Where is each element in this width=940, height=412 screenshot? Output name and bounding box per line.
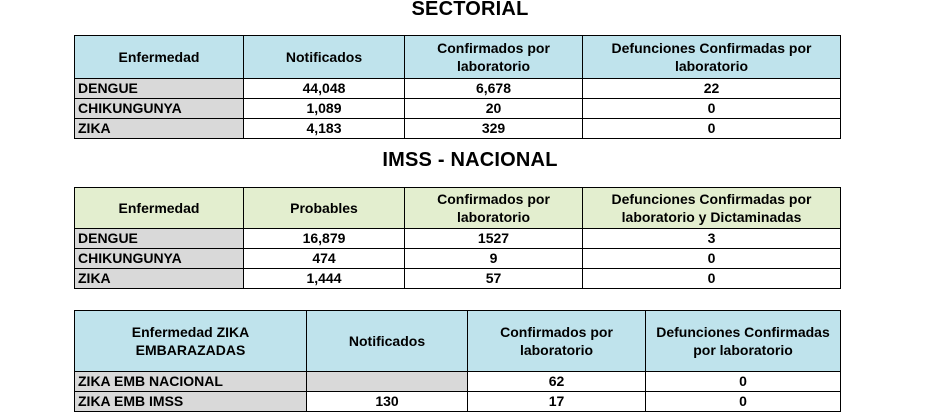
row-value: 62 [468, 372, 646, 392]
header-notificados: Notificados [244, 36, 405, 79]
table-row [75, 372, 841, 392]
imss-table [74, 187, 841, 289]
row-value: 57 [405, 269, 583, 289]
header-enfermedad: Enfermedad [75, 188, 244, 229]
header-notificados: Notificados [307, 311, 468, 372]
header-defunciones: Defunciones Confirmadas por laboratorio [646, 311, 841, 372]
table-row [75, 229, 841, 249]
header-confirmados: Confirmados por laboratorio [405, 36, 583, 79]
row-disease: ZIKA EMB IMSS [75, 392, 307, 412]
header-probables: Probables [244, 188, 405, 229]
imss-title: IMSS - NACIONAL [382, 149, 558, 171]
row-value: 1,444 [244, 269, 405, 289]
row-disease: CHIKUNGUNYA [75, 249, 244, 269]
row-disease: DENGUE [75, 79, 244, 99]
row-value: 4,183 [244, 119, 405, 139]
row-value: 17 [468, 392, 646, 412]
row-value: 474 [244, 249, 405, 269]
row-value: 329 [405, 119, 583, 139]
table-row [75, 249, 841, 269]
row-value: 0 [583, 99, 841, 119]
header-defunciones: Defunciones Confirmadas por laboratorio [583, 36, 841, 79]
row-disease: DENGUE [75, 229, 244, 249]
header-confirmados: Confirmados por laboratorio [468, 311, 646, 372]
table-row [75, 99, 841, 119]
row-value: 0 [583, 119, 841, 139]
row-value: 20 [405, 99, 583, 119]
table-row [75, 119, 841, 139]
row-value: 22 [583, 79, 841, 99]
row-disease: ZIKA [75, 269, 244, 289]
row-value: 0 [646, 372, 841, 392]
row-value: 0 [583, 249, 841, 269]
row-value: 44,048 [244, 79, 405, 99]
row-value: 6,678 [405, 79, 583, 99]
row-value: 130 [307, 392, 468, 412]
row-value [307, 372, 468, 392]
row-value: 16,879 [244, 229, 405, 249]
row-disease: CHIKUNGUNYA [75, 99, 244, 119]
sectorial-title: SECTORIAL [411, 0, 529, 20]
row-value: 1,089 [244, 99, 405, 119]
zika-embarazadas-table [74, 310, 841, 412]
header-confirmados: Confirmados por laboratorio [405, 188, 583, 229]
row-disease: ZIKA [75, 119, 244, 139]
header-enfermedad: Enfermedad [75, 36, 244, 79]
sectorial-table [74, 35, 841, 139]
header-enfermedad-zika: Enfermedad ZIKA EMBARAZADAS [75, 311, 307, 372]
table-row [75, 79, 841, 99]
row-value: 0 [583, 269, 841, 289]
row-value: 3 [583, 229, 841, 249]
table-row [75, 392, 841, 412]
header-defunciones: Defunciones Confirmadas por laboratorio y Dictaminadas [583, 188, 841, 229]
table-row [75, 269, 841, 289]
row-disease: ZIKA EMB NACIONAL [75, 372, 307, 392]
row-value: 1527 [405, 229, 583, 249]
row-value: 9 [405, 249, 583, 269]
row-value: 0 [646, 392, 841, 412]
